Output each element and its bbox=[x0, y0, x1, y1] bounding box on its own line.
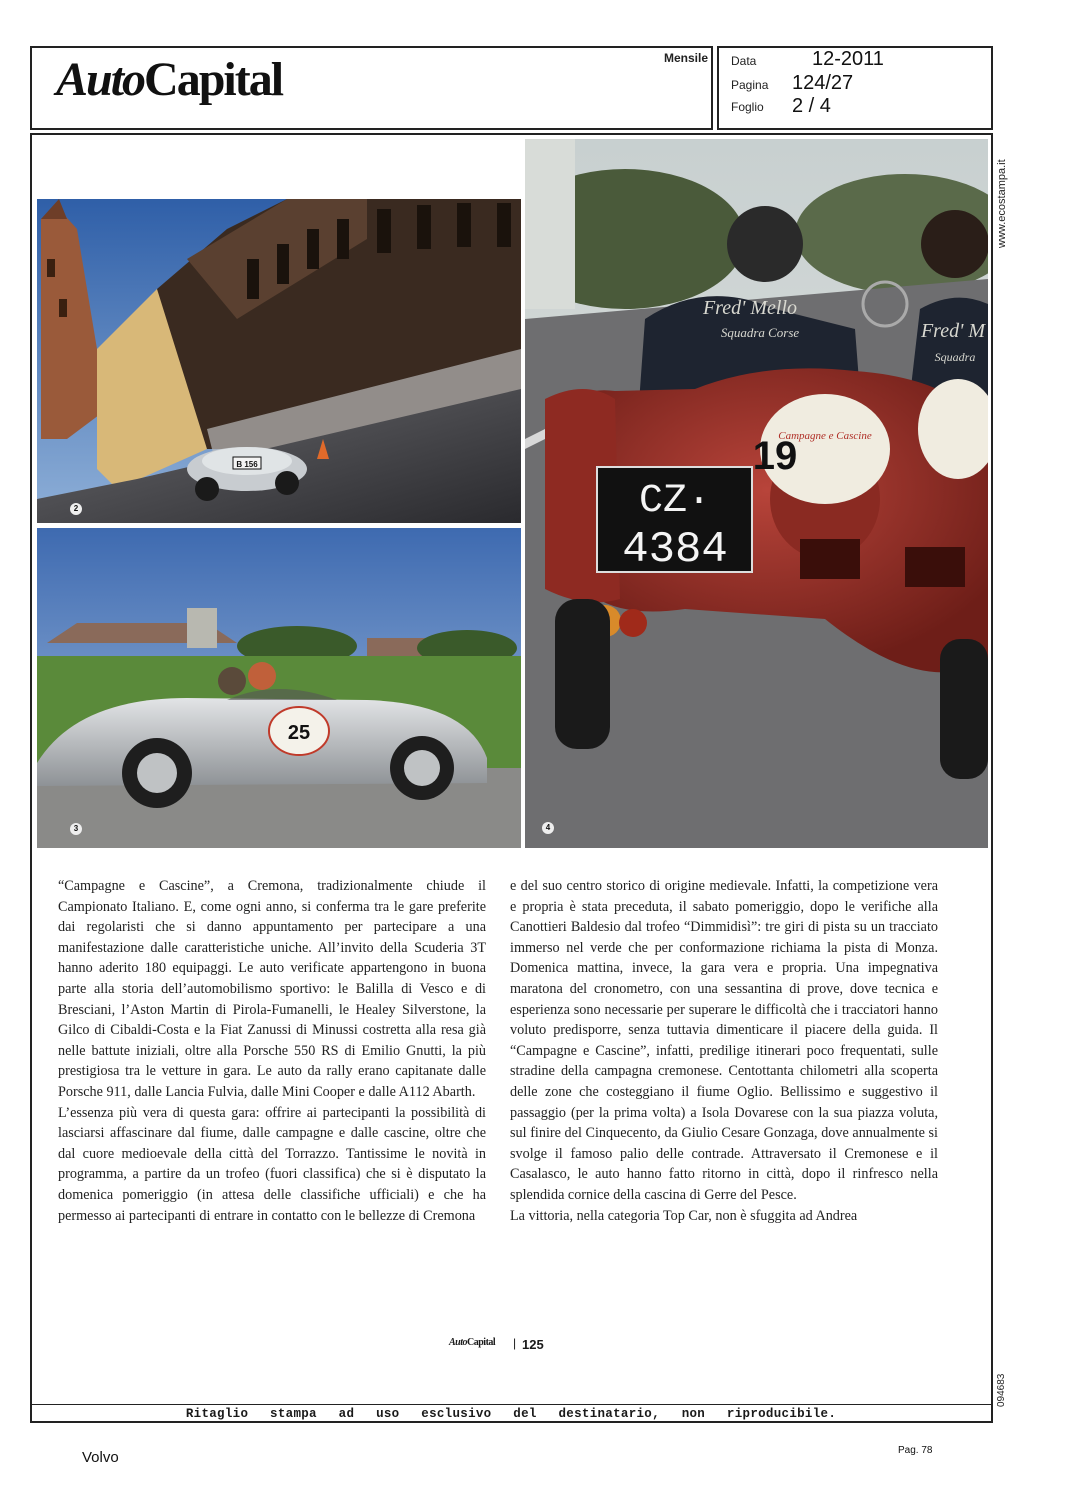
footer-separator: | bbox=[513, 1336, 517, 1350]
photo4-jacket-text4: Squadra bbox=[934, 350, 976, 364]
pagina-label: Pagina bbox=[731, 78, 769, 92]
article-right-paragraph-1: e del suo centro storico di origine medievale. Infatti, la competizione vera e propria è stata preceduta, il sabato pomeriggio, dopo le verifiche alla Canottieri Baldesio dal trofeo “Dimmidisì”: tre giri di pista su un tracciato immerso nel verde che per conformazione richiama la pista di Monza. Domenica mattina, invece, la gara vera e propria. Una impegnativa maratona del cronometro, con una sessantina di prove, dove tecnica e esperienza sono necessarie per superare le difficoltà che i tracciatori hanno voluto predisporre, senza tuttavia dimenticare il piacere della guida. Il “Campagne e Cascine”, infatti, predilige itinerari poco frequentati, sulle stradine della campagna cremonese. Centottanta chilometri alla scoperta delle zone che costeggiano il fiume Oglio. Bellissimo e suggestivo il passaggio (per la prima volta) a Isola Dovarese con la sua piazza voluta, sul finire del Cinquecento, da Giulio Cesare Gonzaga, dove annualmente si svolge il famoso palio delle contrade. Attraversato il Cremonese e il Casalasco, le auto hanno fatto ritorno in città, dopo il rinfresco nella splendida cornice della cascina di Gerre del Pesce. bbox=[510, 878, 938, 1203]
article-left-paragraph-2: L’essenza più vera di questa gara: offrire ai partecipanti la possibilità di lasciarsi affascinare dal fiume, dalle campagne e dalle cascine, oltre che dal cuore medioevale della città del Torrazzo. Tantissime le novità in programma, a partire da un trofeo (fuori classifica) che si è disputato la domenica pomeriggio (in attesa delle classifiche ufficiali) e che ha permesso ai partecipanti di entrare in contatto con le bellezze di Cremona bbox=[58, 1104, 486, 1224]
photo-red-car-rear bbox=[525, 139, 988, 848]
photo-red-car-rear-image bbox=[525, 139, 988, 848]
foglio-label: Foglio bbox=[731, 100, 764, 114]
side-url bbox=[996, 148, 1010, 248]
photo4-jacket-text2: Squadra Corse bbox=[720, 325, 800, 340]
photo4-sticker-text: Campagne e Cascine bbox=[778, 430, 872, 442]
photo4-plate-line2: 4384 bbox=[622, 525, 728, 575]
footer-brand-capital: Capital bbox=[467, 1337, 496, 1348]
disclaimer-text: Ritaglio stampa ad uso esclusivo del destinatario, non riproducibile. bbox=[185, 1407, 837, 1421]
masthead-logo bbox=[56, 52, 282, 107]
footer-brand-auto: Auto bbox=[449, 1337, 468, 1348]
article-column-left bbox=[58, 876, 486, 1226]
article-left-paragraph-1: “Campagne e Cascine”, a Cremona, tradizionalmente chiude il Campionato Italiano. E, come ogni anno, si conferma tra le gare preferite dai regolaristi che si danno appuntamento per partecipare a una manifestazione dalle caratteristiche uniche. All’invito della Scuderia 3T hanno aderito 180 equipaggi. Le auto verificate appartengono in buona parte alla storia dell’automobilismo sportivo: le Balilla di Vesco e di Bresciani, l’Aston Martin di Pirola-Fumanelli, le Healey Silverstone, la Gilco di Cibaldi-Costa e la Fiat Zanussi di Minussi costretta alla resa già nelle battute iniziali, oltre alla Porsche 550 RS di Emilio Gnutti, la più prestigiosa tra le vetture in gara. Le auto da rally erano capitanate dalle Porsche 911, dalle Lancia Fulvia, dalle Mini Cooper e dalle A112 Abarth. bbox=[58, 878, 486, 1100]
side-code bbox=[996, 1365, 1010, 1410]
photo-porsche-550 bbox=[37, 528, 521, 848]
photo4-plate-line1: CZ· bbox=[638, 479, 712, 524]
side-code-text: 094683 bbox=[996, 1373, 1007, 1407]
frequency-label: Mensile bbox=[664, 51, 709, 65]
photo-cremona-street bbox=[37, 199, 521, 523]
photo-cremona-street-image bbox=[37, 199, 521, 523]
pagina-value: 124/27 bbox=[792, 72, 854, 94]
masthead-logo-capital: Capital bbox=[144, 53, 283, 106]
footer-brand bbox=[449, 1337, 495, 1348]
photo4-jacket-text1: Fred' Mello bbox=[702, 297, 798, 319]
photo4-number: 4 bbox=[542, 822, 554, 834]
foglio-value: 2 / 4 bbox=[792, 95, 831, 117]
photo2-plate: B 156 bbox=[236, 460, 258, 469]
data-label: Data bbox=[731, 54, 757, 68]
photo-porsche-550-image bbox=[37, 528, 521, 848]
side-url-text: www.ecostampa.it bbox=[996, 159, 1008, 248]
masthead-logo-auto: Auto bbox=[56, 53, 145, 106]
data-value: 12-2011 bbox=[812, 48, 884, 70]
client-name: Volvo bbox=[82, 1449, 119, 1466]
photo4-race-number: 19 bbox=[752, 434, 798, 478]
photo2-number: 2 bbox=[70, 503, 82, 515]
article-column-right bbox=[510, 876, 938, 1226]
photo4-jacket-text3: Fred' M bbox=[920, 320, 986, 342]
document-page: Pag. 78 bbox=[898, 1445, 933, 1456]
photo3-race-number: 25 bbox=[287, 722, 311, 744]
article-right-paragraph-2: La vittoria, nella categoria Top Car, non è sfuggita ad Andrea bbox=[510, 1207, 858, 1224]
photo3-number: 3 bbox=[70, 823, 82, 835]
footer-page-number: 125 bbox=[522, 1337, 544, 1352]
